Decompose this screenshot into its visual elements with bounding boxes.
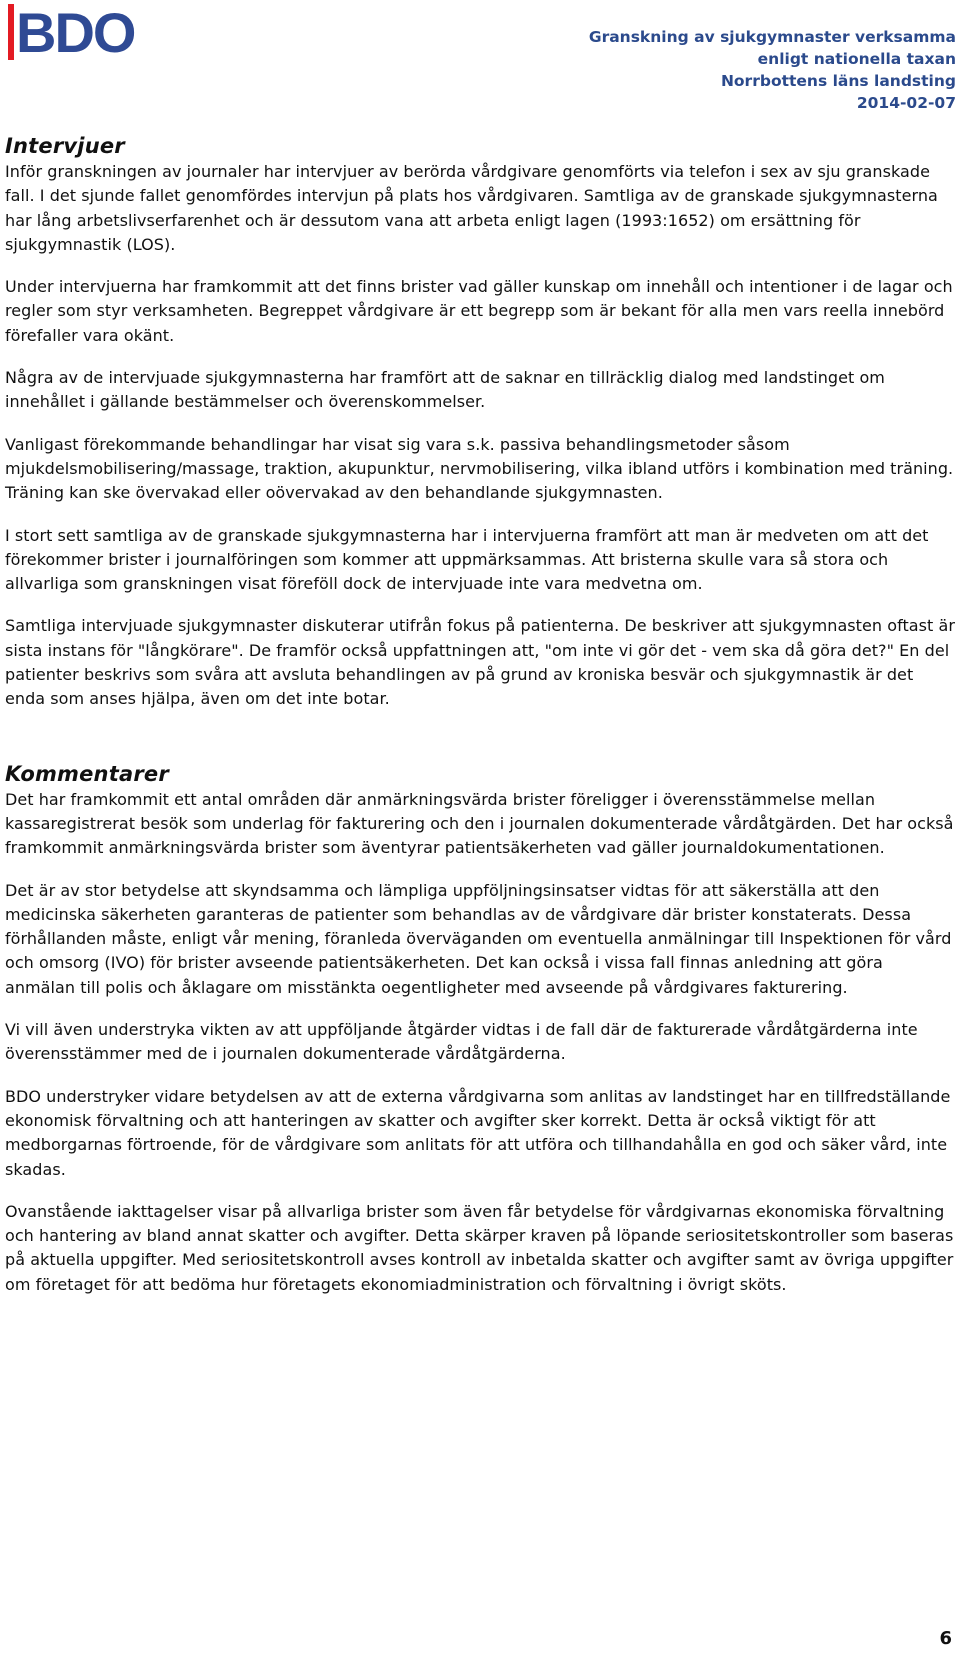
paragraph: Vi vill även understryka vikten av att uppföljande åtgärder vidtas i de fall där de fakturerade vårdåtgärderna inte överensstämmer med de i journalen dokumenterade vårdåtgärderna. — [5, 1020, 918, 1064]
paragraph: Ovanstående iakttagelser visar på allvarliga brister som även får betydelse för vårdgivarnas ekonomiska förvaltning och hantering av bland annat skatter och avgifter. Detta skärper kraven på löpande seriositetskontroller som baseras på aktuella uppgifter. Med seriositetskontroll avses kontroll av inbetalda skatter och avgifter samt av övriga uppgifter om företaget för att bedöma hur företagets ekonomiadministration och förvaltning i övrigt sköts. — [5, 1201, 954, 1294]
header-title-line3: Norrbottens läns landsting — [720, 72, 956, 90]
paragraph: Under intervjuerna har framkommit att det finns brister vad gäller kunskap om innehåll och intentioner i de lagar och regler som styr verksamheten. Begreppet vårdgivare är ett begrepp som är bekant för alla men vars reella innebörd förefaller vara okänt. — [5, 277, 953, 345]
paragraph: BDO understryker vidare betydelsen av att de externa vårdgivarna som anlitas av landstinget har en tillfredställande ekonomisk förvaltning och att hanteringen av skatter och avgifter sker korrekt. Detta är också viktigt för att medborgarnas förtroende, för de vårdgivare som anlitats för att utföra och tillhandahålla en god och säker vård, inte skadas. — [5, 1086, 951, 1179]
document-body — [5, 132, 955, 1315]
paragraph: Samtliga intervjuade sjukgymnaster diskuterar utifrån fokus på patienterna. De beskriver att sjukgymnasten oftast är sista instans för "långkörare". De framför också uppfattningen att, "om inte vi gör det - vem ska då göra det?" En del patienter beskrivs som svåra att avsluta behandlingen av på grund av kroniska besvär och sjukgymnastik är det enda som anses hjälpa, även om det inte botar. — [5, 616, 955, 709]
paragraph: Det har framkommit ett antal områden där anmärkningsvärda brister föreligger i överensstämmelse mellan kassaregistrerat besök som underlag för fakturering och den i journalen dokumenterade vårdåtgärden. Det har också framkommit anmärkningsvärda brister som äventyrar patientsäkerheten vad gäller journaldokumentationen. — [5, 789, 954, 858]
section-heading-kommentarer: Kommentarer — [5, 761, 169, 786]
paragraph: Inför granskningen av journaler har intervjuer av berörda vårdgivare genomförts via telefon i sex av sju granskade fall. I det sjunde fallet genomfördes intervjun på plats hos vårdgivaren. Samtliga av de granskade sjukgymnasterna har lång arbetslivserfarenhet och är dessutom vana att arbeta enligt lagen (1993:1652) om ersättning för sjukgymnastik (LOS). — [5, 162, 938, 254]
section-heading-intervjuer: Intervjuer — [5, 134, 125, 158]
paragraph: Det är av stor betydelse att skyndsamma och lämpliga uppföljningsinsatser vidtas för att säkerställa att den medicinska säkerheten garanteras de patienter som behandlas av de vårdgivare där brister konstaterats. Dessa förhållanden måste, enligt vår mening, föranleda överväganden om eventuella anmälningar till Inspektionen för vård och omsorg (IVO) för brister avseende patientsäkerheten. Det kan också i vissa fall finnas anledning att göra anmälan till polis och åklagare om misstänkta oegentligheter med avseende på vårdgivares fakturering. — [5, 880, 952, 997]
section-spacer — [5, 730, 955, 760]
header-date: 2014-02-07 — [856, 94, 956, 112]
paragraph: I stort sett samtliga av de granskade sjukgymnasterna har i intervjuerna framfört att man är medveten om att det förekommer brister i journalföringen som kommer att uppmärksammas. Att bristerna skulle vara så stora och allvarliga som granskningen visat föreföll dock de intervjuade inte vara medvetna om. — [5, 525, 929, 594]
page-number: 6 — [939, 1628, 952, 1649]
paragraph: Några av de intervjuade sjukgymnasterna har framfört att de saknar en tillräcklig dialog med landstinget om innehållet i gällande bestämmelser och överenskommelser. — [5, 368, 885, 412]
header-title-line1: Granskning av sjukgymnaster verksamma — [588, 28, 956, 46]
header-title-line2: enligt nationella taxan — [757, 50, 956, 68]
document-header — [589, 26, 956, 114]
bdo-logo — [6, 2, 166, 64]
svg-text:BDO: BDO — [16, 2, 135, 64]
paragraph: Vanligast förekommande behandlingar har visat sig vara s.k. passiva behandlingsmetoder såsom mjukdelsmobilisering/massage, traktion, akupunktur, nervmobilisering, vilka ibland utförs i kombination med träning. Träning kan ske övervakad eller oövervakad av den behandlande sjukgymnasten. — [5, 434, 954, 503]
